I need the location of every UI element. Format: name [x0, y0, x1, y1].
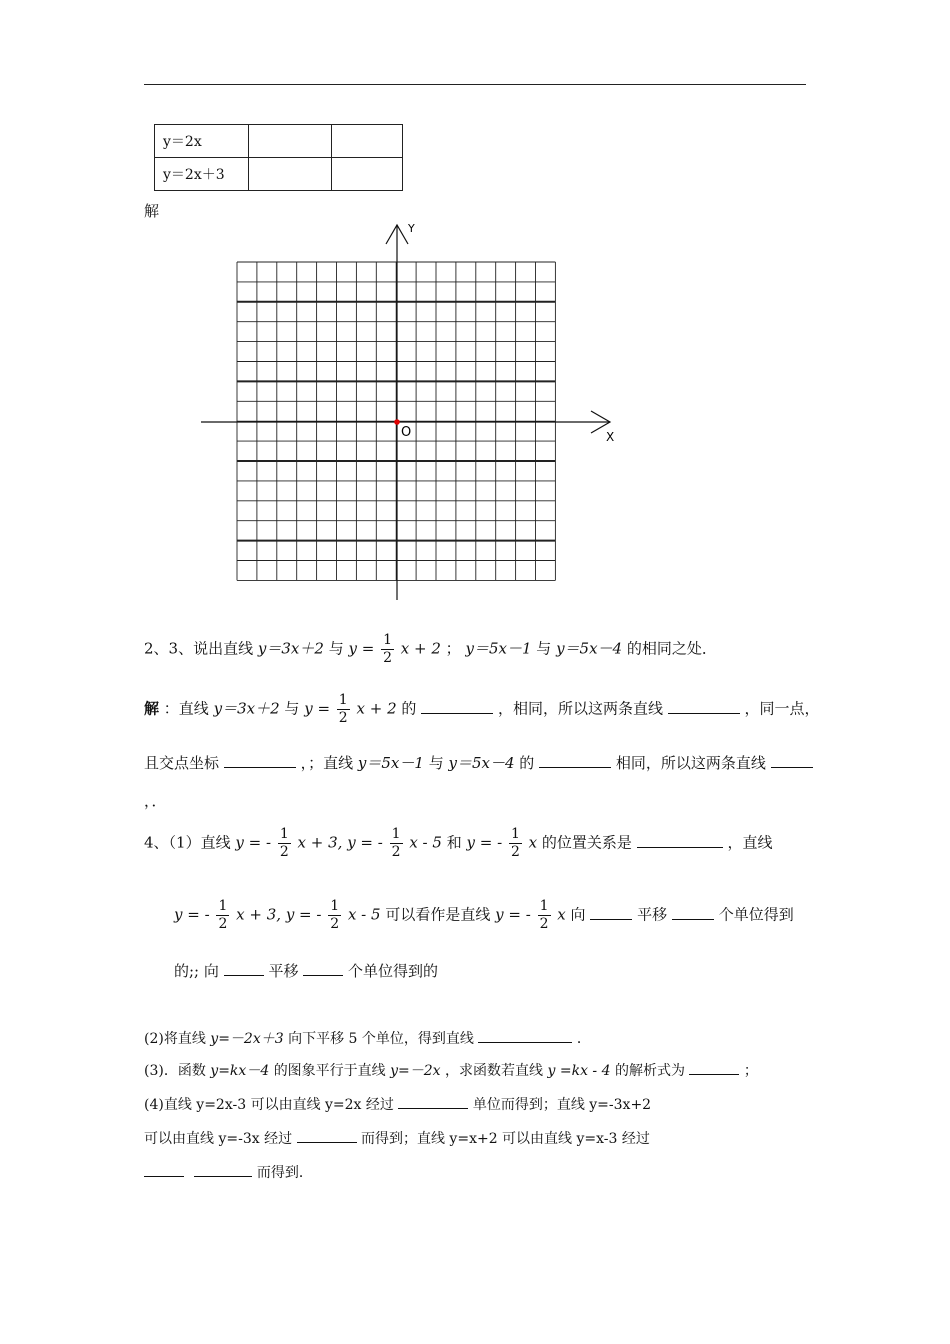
answer-blank[interactable] — [224, 961, 264, 976]
question-4-line-3 — [174, 960, 438, 981]
part-text: 单位而得到；直线 y=-3x+2 — [472, 1097, 652, 1113]
part-text: ． — [576, 1031, 591, 1047]
answer-text: ，；直线 — [300, 754, 354, 772]
answer-blank[interactable] — [303, 961, 343, 976]
part-4-line-3 — [144, 1162, 313, 1182]
answer-text: ：直线 — [163, 699, 209, 718]
fraction-numerator: 1 — [510, 826, 520, 842]
q23-yu2: 与 — [536, 639, 552, 658]
question-4-line-2 — [174, 898, 794, 933]
half-fraction — [337, 692, 350, 727]
answer-text: ，相同，所以这两条直线 — [497, 699, 663, 718]
q4-text: 个单位得到 — [718, 905, 794, 924]
fraction-denominator: 2 — [338, 710, 348, 726]
eq-4: y＝5x－4 — [556, 639, 623, 658]
half-fraction — [328, 898, 341, 933]
part-text: (4)直线 y=2x-3 可以由直线 y=2x 经过 — [144, 1097, 394, 1113]
row-label: y＝2x＋3 — [155, 158, 249, 191]
eq-b-rhs: x - 5 — [347, 905, 381, 924]
x-axis-label: X — [606, 430, 615, 444]
answer-blank[interactable] — [144, 1162, 184, 1177]
answer-blank[interactable] — [421, 699, 493, 714]
part-eq: y=－2x — [390, 1063, 441, 1079]
part-text: 而得到． — [256, 1165, 313, 1181]
question-2-3 — [144, 632, 717, 667]
eq-a-lhs: y = - — [235, 833, 272, 852]
part-text: ，求函数若直线 — [445, 1063, 544, 1079]
q4-prefix: 4、（1）直线 — [144, 833, 231, 852]
eq-2-lhs: y = — [348, 639, 375, 658]
part-text: ； — [743, 1063, 758, 1079]
answer-blank[interactable] — [590, 905, 632, 920]
part-text: (3)．函数 — [144, 1063, 206, 1079]
part-text: 的解析式为 — [614, 1063, 685, 1079]
eq-a-lhs: y = - — [174, 905, 210, 924]
q4-and: 和 — [446, 833, 462, 852]
eq-2-rhs: x + 2 — [400, 639, 441, 658]
fraction-denominator: 2 — [391, 844, 401, 860]
q4-text: 可以看作是直线 — [385, 905, 491, 924]
eq-2-lhs: y = — [304, 699, 331, 718]
answer-blank[interactable] — [224, 753, 296, 768]
eq-b-lhs: y = - — [285, 905, 322, 924]
answer-blank[interactable] — [689, 1060, 739, 1075]
fraction-denominator: 2 — [510, 844, 520, 860]
answer-text: 相同，所以这两条直线 — [615, 754, 766, 772]
half-fraction — [538, 898, 551, 933]
answer-blank[interactable] — [194, 1162, 252, 1177]
part-3 — [144, 1060, 758, 1080]
q4-text: 的位置关系是 — [541, 833, 632, 852]
answer-line-2 — [144, 752, 813, 773]
q23-yu: 与 — [328, 639, 344, 658]
q23-suffix: 的相同之处． — [626, 639, 717, 658]
fraction-numerator: 1 — [383, 632, 392, 648]
part-eq: y =kx - 4 — [547, 1063, 611, 1079]
answer-text: ，同一点， — [744, 699, 820, 718]
fraction-denominator: 2 — [330, 916, 340, 932]
answer-blank[interactable] — [398, 1094, 468, 1109]
answer-text: 的 — [519, 754, 535, 772]
origin-point — [394, 419, 400, 425]
part-eq: y=kx－4 — [210, 1063, 270, 1079]
question-4-line-1 — [144, 826, 773, 861]
fraction-numerator: 1 — [218, 898, 228, 914]
half-fraction — [381, 632, 394, 667]
q4-text: 个单位得到的 — [348, 962, 439, 980]
eq-a-rhs: x + 3, — [236, 905, 282, 924]
q4-text: 平移 — [268, 962, 299, 980]
part-2 — [144, 1028, 591, 1048]
answer-label: 解 — [144, 699, 160, 718]
answer-blank[interactable] — [672, 905, 714, 920]
answer-blank[interactable] — [637, 833, 723, 848]
answer-line-3: ，． — [144, 792, 167, 810]
eq-3: y＝5x－1 — [357, 754, 424, 772]
answer-text: 的 — [401, 699, 417, 718]
eq-4: y＝5x－4 — [448, 754, 515, 772]
eq-c-rhs: x — [528, 833, 538, 852]
half-fraction — [216, 898, 229, 933]
answer-blank[interactable] — [478, 1028, 572, 1043]
answer-blank[interactable] — [539, 753, 611, 768]
part-text: 可以由直线 y=-3x 经过 — [144, 1131, 293, 1147]
coordinate-grid — [0, 0, 950, 620]
q23-sep: ； — [445, 639, 461, 658]
part-eq: y=－2x＋3 — [210, 1031, 284, 1047]
eq-1: y＝3x＋2 — [257, 639, 324, 658]
eq-1: y＝3x＋2 — [213, 699, 280, 718]
eq-3: y＝5x－1 — [465, 639, 532, 658]
origin-label: O — [401, 425, 412, 440]
q4-text: ，直线 — [727, 833, 773, 852]
answer-blank[interactable] — [297, 1128, 357, 1143]
answer-line-1 — [144, 692, 820, 727]
y-axis-label: Y — [408, 222, 415, 235]
solution-label: 解 — [144, 202, 160, 220]
part-text: 的图象平行于直线 — [273, 1063, 386, 1079]
fraction-numerator: 1 — [391, 826, 401, 842]
eq-b-rhs: x - 5 — [409, 833, 442, 852]
fraction-denominator: 2 — [383, 650, 392, 666]
part-4-line-2 — [144, 1128, 650, 1148]
part-text: (2)将直线 — [144, 1031, 206, 1047]
eq-c-lhs: y = - — [466, 833, 503, 852]
eq-a-rhs: x + 3, — [297, 833, 343, 852]
eq-2-rhs: x + 2 — [356, 699, 397, 718]
eq-c-rhs: x — [557, 905, 566, 924]
q4-text: 的;; 向 — [174, 962, 219, 980]
part-text: 而得到；直线 y=x+2 可以由直线 y=x-3 经过 — [360, 1131, 650, 1147]
fraction-denominator: 2 — [539, 916, 549, 932]
fraction-numerator: 1 — [279, 826, 289, 842]
fraction-numerator: 1 — [539, 898, 549, 914]
answer-text: 与 — [284, 699, 300, 718]
part-text: 向下平移 5 个单位，得到直线 — [288, 1031, 474, 1047]
fraction-numerator: 1 — [338, 692, 348, 708]
row-label: y＝2x — [155, 125, 249, 158]
fraction-numerator: 1 — [330, 898, 340, 914]
answer-blank[interactable] — [771, 753, 813, 768]
fraction-denominator: 2 — [218, 916, 228, 932]
answer-text: 且交点坐标 — [144, 754, 220, 772]
eq-b-lhs: y = - — [347, 833, 383, 852]
fraction-denominator: 2 — [279, 844, 289, 860]
q23-prefix: 2、3、说出直线 — [144, 639, 254, 658]
eq-c-lhs: y = - — [495, 905, 531, 924]
q4-text: 平移 — [637, 905, 668, 924]
half-fraction — [278, 826, 291, 861]
half-fraction — [390, 826, 403, 861]
answer-text: 与 — [428, 754, 444, 772]
answer-blank[interactable] — [668, 699, 740, 714]
q4-text: 向 — [570, 905, 586, 924]
half-fraction — [509, 826, 522, 861]
part-4-line-1 — [144, 1094, 651, 1114]
